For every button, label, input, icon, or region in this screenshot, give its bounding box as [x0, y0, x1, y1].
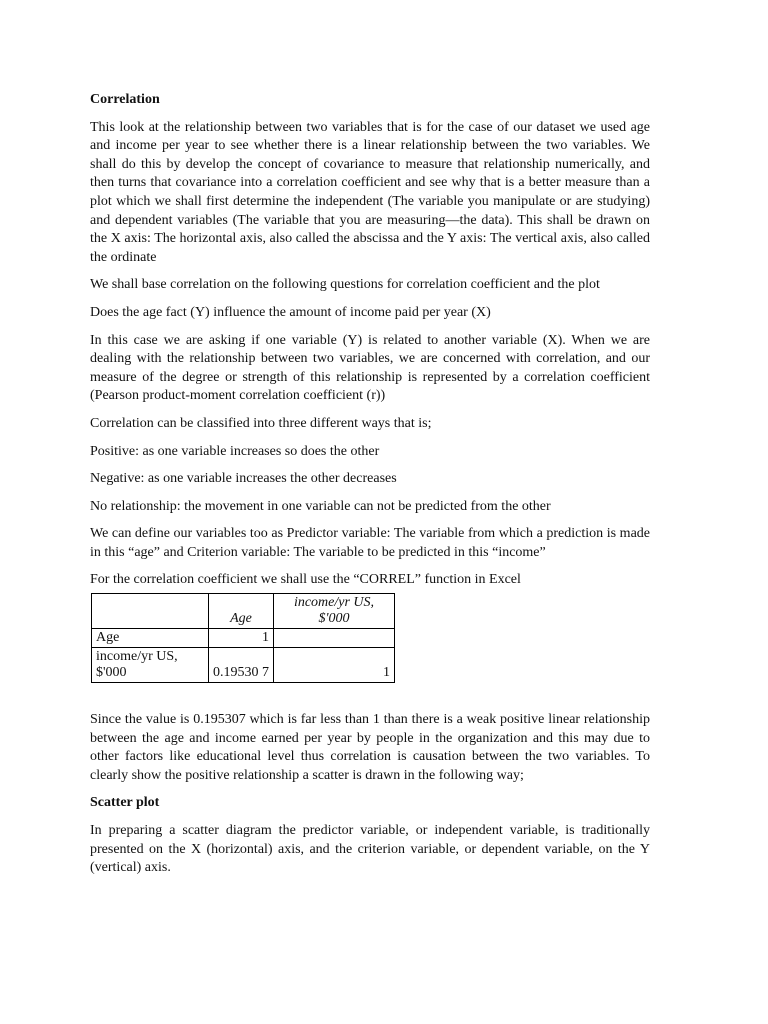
table-cell: 1	[274, 648, 395, 683]
document-page	[90, 91, 650, 887]
table-cell	[274, 629, 395, 648]
correlation-table	[91, 593, 395, 683]
no-relationship-paragraph: No relationship: the movement in one variable can not be predicted from the other	[90, 498, 551, 514]
define-paragraph: We can define our variables too as Predictor variable: The variable from which a prediction is made in this “age” and Criterion variable: The variable to be predicted in this “income”	[90, 526, 650, 560]
table-header-cell: income/yr US, $'000	[274, 594, 395, 629]
table-header-row	[92, 594, 395, 629]
classified-paragraph: Correlation can be classified into three different ways that is;	[90, 415, 432, 431]
section-heading-correlation: Correlation	[90, 92, 160, 107]
positive-paragraph: Positive: as one variable increases so does the other	[90, 443, 380, 459]
question-paragraph: Does the age fact (Y) influence the amount of income paid per year (X)	[90, 304, 491, 320]
scatter-paragraph: In preparing a scatter diagram the predictor variable, or independent variable, is traditionally presented on the X (horizontal) axis, and the criterion variable, or dependent variable, on the Y (vertical) axis.	[90, 823, 650, 876]
intro-paragraph: This look at the relationship between two variables that is for the case of our dataset we used age and income per year to see whether there is a linear relationship between the two variables. We shall do this by develop the concept of covariance to measure that relationship numerically, and then turns that covariance into a correlation coefficient and see why that is a better measure than a plot which we shall first determine the independent (The variable you manipulate or are studying) and dependent variables (The variable that you are measuring—the data). This shall be drawn on the X axis: The horizontal axis, also called the abscissa and the Y axis: The vertical axis, also called the ordinate	[90, 119, 650, 265]
spacer	[90, 683, 650, 711]
case-paragraph: In this case we are asking if one variable (Y) is related to another variable (X). When we are dealing with the relationship between two variables, we are concerned with correlation, and our measure of the degree or strength of this relationship is represented by a correlation coefficient (Pearson product-moment correlation coefficient (r))	[90, 332, 650, 404]
table-cell: 1	[209, 629, 274, 648]
base-paragraph: We shall base correlation on the following questions for correlation coefficient and the plot	[90, 277, 600, 293]
table-cell: 0.19530 7	[209, 648, 274, 683]
since-paragraph: Since the value is 0.195307 which is far less than 1 than there is a weak positive linear relationship between the age and income earned per year by people in the organization and this may due to other factors like educational level thus correlation is causation between the two variables. To clearly show the positive relationship a scatter is drawn in the following way;	[90, 712, 650, 783]
table-header-cell: Age	[209, 594, 274, 629]
table-cell: income/yr US, $'000	[92, 648, 209, 683]
table-row	[92, 648, 395, 683]
negative-paragraph: Negative: as one variable increases the other decreases	[90, 471, 397, 487]
correl-paragraph: For the correlation coefficient we shall use the “CORREL” function in Excel	[90, 572, 521, 588]
table-row	[92, 629, 395, 648]
table-cell: Age	[92, 629, 209, 648]
section-heading-scatter-plot: Scatter plot	[90, 795, 160, 811]
table-header-cell	[92, 594, 209, 629]
